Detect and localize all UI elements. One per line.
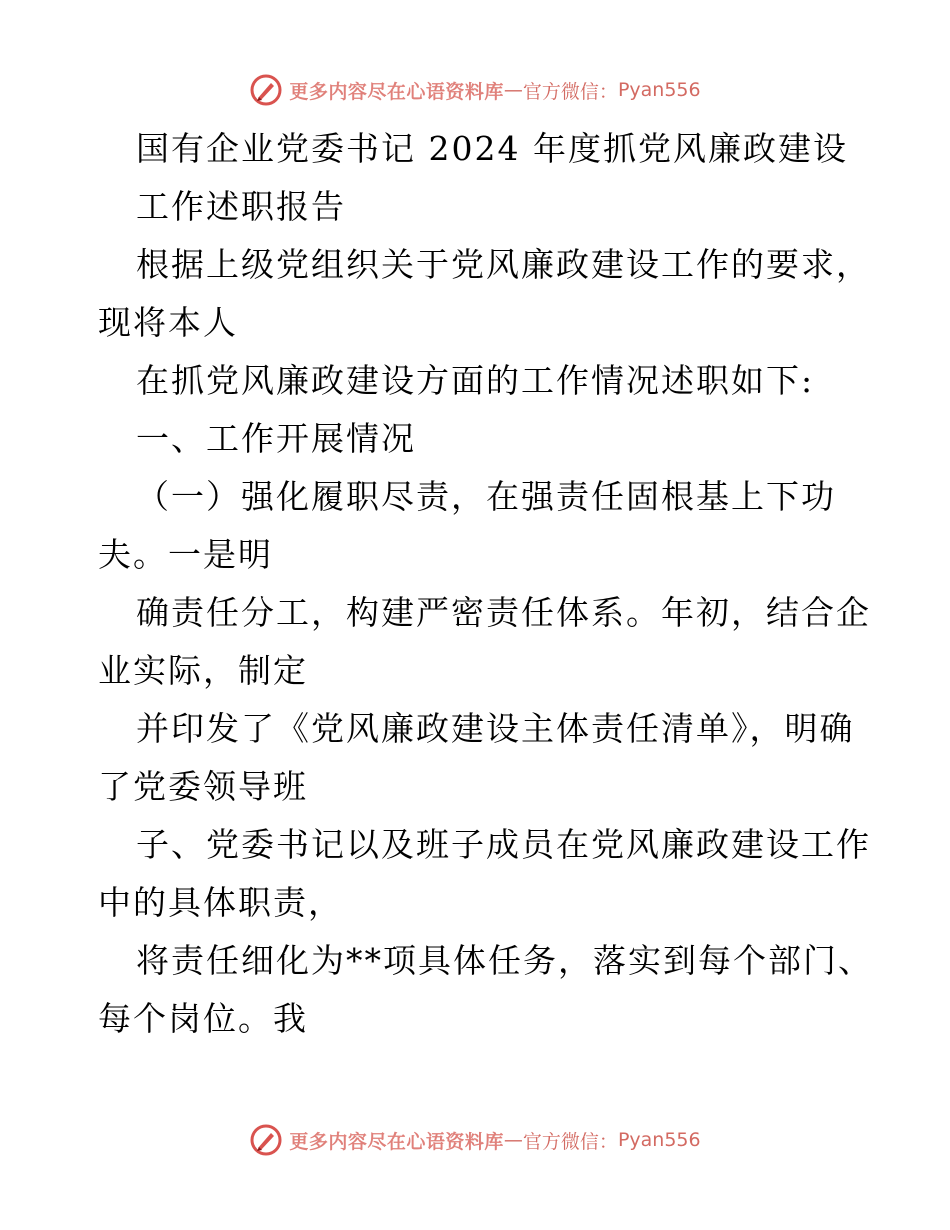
watermark-separator: — [503, 1129, 523, 1151]
watermark-text: 更多内容尽在心语资料库 [289, 1130, 504, 1153]
watermark-label: 官方微信： [522, 1130, 618, 1153]
pen-logo-icon [249, 1123, 283, 1157]
document-body [98, 120, 873, 1048]
text-line: 国有企业党委书记 2024 年度抓党风廉政建设 [136, 129, 848, 168]
text-line: 工作述职报告 [136, 187, 346, 226]
watermark-handle: Pyan556 [617, 79, 701, 101]
text-line: 中的具体职责， [98, 883, 343, 922]
text-line: 一、工作开展情况 [136, 419, 416, 458]
footer-watermark [0, 1120, 950, 1160]
watermark-label: 官方微信： [522, 80, 618, 103]
text-line: 了党委领导班 [98, 767, 308, 806]
header-watermark [0, 70, 950, 110]
text-line: 在抓党风廉政建设方面的工作情况述职如下: [136, 361, 815, 400]
text-line: 将责任细化为**项具体任务，落实到每个部门、 [136, 941, 873, 980]
text-line: 根据上级党组织关于党风廉政建设工作的要求， [136, 245, 871, 284]
text-line: 子、党委书记以及班子成员在党风廉政建设工作 [136, 825, 871, 864]
watermark-separator: — [503, 79, 523, 101]
watermark-text: 更多内容尽在心语资料库 [289, 80, 504, 103]
text-line: 业实际，制定 [98, 651, 308, 690]
text-line: 并印发了《党风廉政建设主体责任清单》，明确 [136, 709, 855, 748]
text-line: 确责任分工，构建严密责任体系。年初，结合企 [136, 593, 871, 632]
text-line: 每个岗位。我 [98, 999, 308, 1038]
text-line: （一）强化履职尽责，在强责任固根基上下功 [136, 477, 836, 516]
text-line: 夫。一是明 [98, 535, 273, 574]
watermark-handle: Pyan556 [617, 1129, 701, 1151]
pen-logo-icon [249, 73, 283, 107]
text-line: 现将本人 [98, 303, 238, 342]
